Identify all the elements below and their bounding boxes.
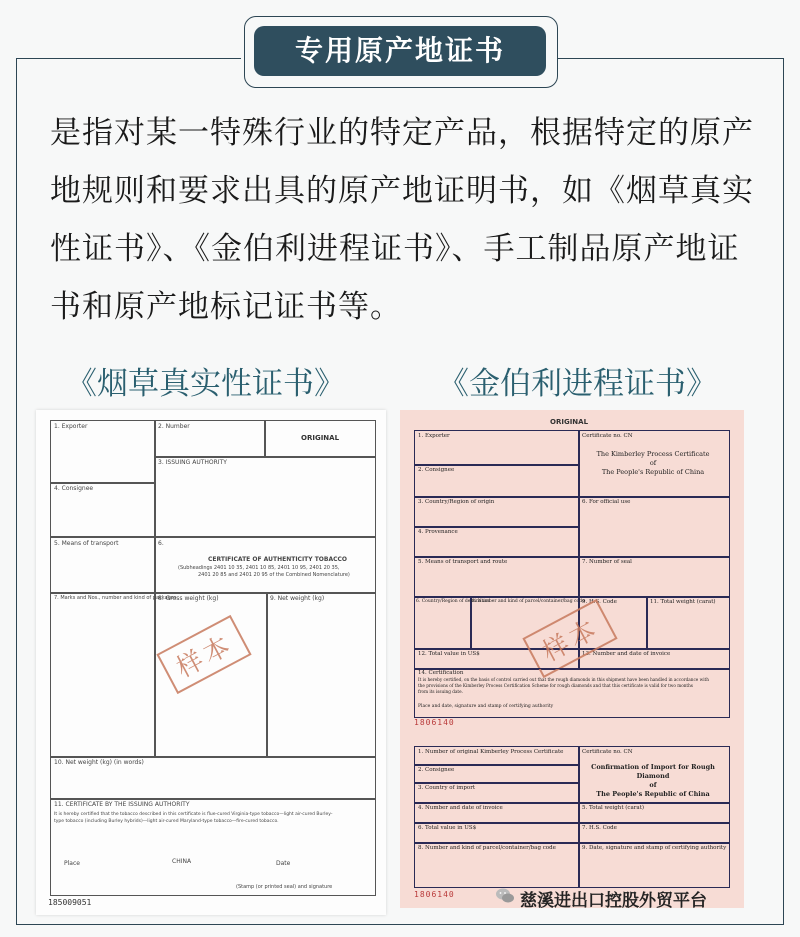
label-b7: 7. H.S. Code xyxy=(582,825,617,831)
certification-text-2: the provisions of the Kimberley Process Certification Scheme for rough diamonds and that this certificate is valid for two months xyxy=(418,683,693,688)
label-gross-weight: 8. Gross weight (kg) xyxy=(158,595,219,602)
box-marks xyxy=(50,592,156,758)
caption-kimberley: 《金伯利进程证书》 xyxy=(438,366,717,402)
certificate-text-2: type tobacco (including Burley hybrids)—light air-cured Maryland-type tobacco—fire-cured tobacco. xyxy=(54,819,279,824)
kimberley-certificate-image xyxy=(400,410,744,908)
label-date: Date xyxy=(276,860,291,867)
label-origin: 3. Country/Region of origin xyxy=(418,499,495,505)
serial-number: 185009051 xyxy=(48,898,92,907)
label-total-weight: 11. Total weight (carat) xyxy=(650,599,716,605)
cert-title xyxy=(583,450,723,477)
label-certificate: 11. CERTIFICATE BY THE ISSUING AUTHORITY xyxy=(54,801,190,808)
label-b1: 1. Number of original Kimberley Process Certificate xyxy=(418,749,564,755)
label-hs-code: 9. H.S. Code xyxy=(582,599,617,605)
label-issuing-authority: 3. ISSUING AUTHORITY xyxy=(158,459,227,466)
label-exporter: 1. Exporter xyxy=(54,423,88,430)
label-exporter: 1. Exporter xyxy=(418,433,450,439)
label-field-6: 6. xyxy=(158,540,164,547)
sample-stamp: 样本 xyxy=(156,615,251,694)
certification-text-3: from its issuing date. xyxy=(418,689,463,694)
original-label: ORIGINAL xyxy=(301,434,340,442)
label-b5: 5. Total weight (carat) xyxy=(582,805,645,811)
b-cert-title xyxy=(583,763,723,799)
certification-text-1: It is hereby certified, on the basis of control carried out that the rough diamonds in this shipment have been handled in accordance with xyxy=(418,677,709,682)
serial-number-bottom: 1806140 xyxy=(414,890,455,899)
label-b6: 6. Total value in US$ xyxy=(418,825,477,831)
page-title: 专用原产地证书 xyxy=(254,26,546,76)
stamp-signature-label: (Stamp (or printed seal) and signature xyxy=(236,884,333,890)
sample-stamp: 样本 xyxy=(522,599,617,678)
certificate-text-1: It is hereby certified that the tobacco described in this certificate is flue-cured Virginia-type tobacco—light air-cured Burley- xyxy=(54,812,333,817)
cert-subtitle-1: (Subheadings 2401 10 35, 2401 10 85, 2401 10 95, 2401 20 35, xyxy=(178,565,340,571)
label-number: 2. Number xyxy=(158,423,190,430)
cert-number: Certificate no. CN xyxy=(582,433,633,439)
label-transport: 5. Means of transport and route xyxy=(418,559,508,565)
b-cert-title-line-1: Confirmation of Import for Rough Diamond xyxy=(591,763,715,780)
cert-title-line-1: The Kimberley Process Certificate xyxy=(596,450,710,458)
country-value: CHINA xyxy=(172,858,192,865)
box-net-weight xyxy=(266,592,376,758)
box-issuing-authority xyxy=(154,456,376,538)
label-destination: 6. Country/Region of destination xyxy=(416,599,491,604)
label-consignee: 2. Consignee xyxy=(418,467,455,473)
cert-title: CERTIFICATE OF AUTHENTICITY TOBACCO xyxy=(208,556,348,563)
cert-title-line-3: The People's Republic of China xyxy=(601,468,705,476)
tobacco-certificate-image xyxy=(36,410,386,915)
label-net-weight-words: 10. Net weight (kg) (in words) xyxy=(54,759,144,766)
b-cert-number: Certificate no. CN xyxy=(582,749,633,755)
original-label: ORIGINAL xyxy=(550,418,589,426)
b-cert-title-line-3: The People's Republic of China xyxy=(596,790,710,798)
wechat-icon xyxy=(495,887,515,905)
label-parcel: 8. Number and kind of parcel/container/bag code xyxy=(472,599,585,604)
b-cert-title-line-2: of xyxy=(649,781,657,789)
cert-subtitle-2: 2401 20 85 and 2401 20 95 of the Combined Nomenclature) xyxy=(198,572,350,578)
label-provenance: 4. Provenance xyxy=(418,529,458,535)
box-destination xyxy=(414,596,472,650)
watermark-account-name: 慈溪进出口控股外贸平台 xyxy=(520,891,707,911)
cert-title-line-2: of xyxy=(649,459,657,467)
serial-number-top: 1806140 xyxy=(414,718,455,727)
certification-signature: Place and date, signature and stamp of certifying authority xyxy=(418,704,554,709)
box-official-use xyxy=(578,496,730,558)
frame-top-right xyxy=(558,58,784,59)
label-invoice: 13. Number and date of invoice xyxy=(582,651,671,657)
label-certification: 14. Certification xyxy=(418,670,464,676)
label-consignee: 4. Consignee xyxy=(54,485,94,492)
label-place: Place xyxy=(64,860,80,867)
label-official-use: 6. For official use xyxy=(582,499,631,505)
label-b2: 2. Consignee xyxy=(418,767,455,773)
intro-paragraph: 是指对某一特殊行业的特定产品，根据特定的原产地规则和要求出具的原产地证明书，如《烟草真实性证书》、《金伯利进程证书》、手工制品原产地证书和原产地标记证书等。 xyxy=(50,115,754,325)
label-net-weight: 9. Net weight (kg) xyxy=(270,595,325,602)
caption-tobacco: 《烟草真实性证书》 xyxy=(66,366,345,402)
label-b8: 8. Number and kind of parcel/container/bag code xyxy=(418,845,556,851)
label-marks: 7. Marks and Nos., number and kind of packages xyxy=(54,595,177,601)
label-total-value: 12. Total value in US$ xyxy=(418,651,480,657)
label-transport: 5. Means of transport xyxy=(54,540,119,547)
label-b3: 3. Country of import xyxy=(418,785,476,791)
frame-top-left xyxy=(16,58,241,59)
label-seal: 7. Number of seal xyxy=(582,559,632,565)
label-b9: 9. Date, signature and stamp of certifying authority xyxy=(582,845,727,851)
label-b4: 4. Number and date of invoice xyxy=(418,805,503,811)
